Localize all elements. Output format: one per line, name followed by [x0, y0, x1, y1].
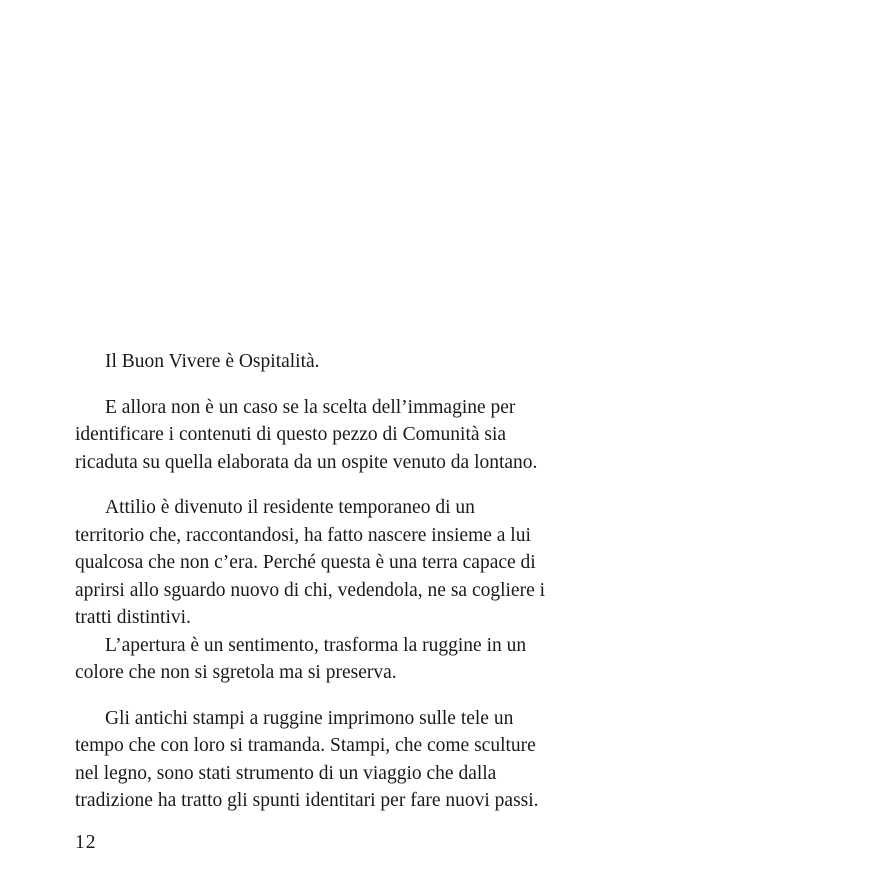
text-line: colore che non si sgretola ma si preserva. — [75, 662, 397, 683]
paragraph-2 — [75, 394, 655, 477]
body-text — [75, 348, 655, 815]
text-line: territorio che, raccontandosi, ha fatto nascere insieme a lui — [75, 524, 531, 546]
paragraph-gap — [75, 376, 655, 394]
text-line: E allora non è un caso se la scelta dell’immagine per — [105, 396, 516, 418]
text-line: identificare i contenuti di questo pezzo di Comunità sia — [75, 424, 507, 445]
page-number: 12 — [75, 832, 97, 853]
text-line: Gli antichi stampi a ruggine imprimono sulle tele un — [105, 707, 514, 729]
text-line: nel legno, sono stati strumento di un viaggio che dalla — [75, 762, 497, 784]
text-line: Attilio è divenuto il residente temporaneo di un — [105, 497, 475, 518]
paragraph-1 — [75, 348, 655, 376]
paragraph-gap — [75, 687, 655, 705]
text-line: ricaduta su quella elaborata da un ospite venuto da lontano. — [75, 451, 538, 473]
paragraph-4 — [75, 632, 655, 687]
text-line: tempo che con loro si tramanda. Stampi, che come sculture — [75, 735, 536, 756]
text-line: tradizione ha tratto gli spunti identitari per fare nuovi passi. — [75, 790, 539, 811]
text-line: aprirsi allo sguardo nuovo di chi, vedendola, ne sa cogliere i — [75, 579, 546, 601]
text-line: L’apertura è un sentimento, trasforma la ruggine in un — [105, 634, 527, 656]
paragraph-3 — [75, 494, 655, 632]
paragraph-gap — [75, 476, 655, 494]
text-line: Il Buon Vivere è Ospitalità. — [105, 351, 320, 372]
text-line: tratti distintivi. — [75, 607, 191, 628]
text-line: qualcosa che non c’era. Perché questa è una terra capace di — [75, 552, 536, 573]
paragraph-5 — [75, 705, 655, 815]
